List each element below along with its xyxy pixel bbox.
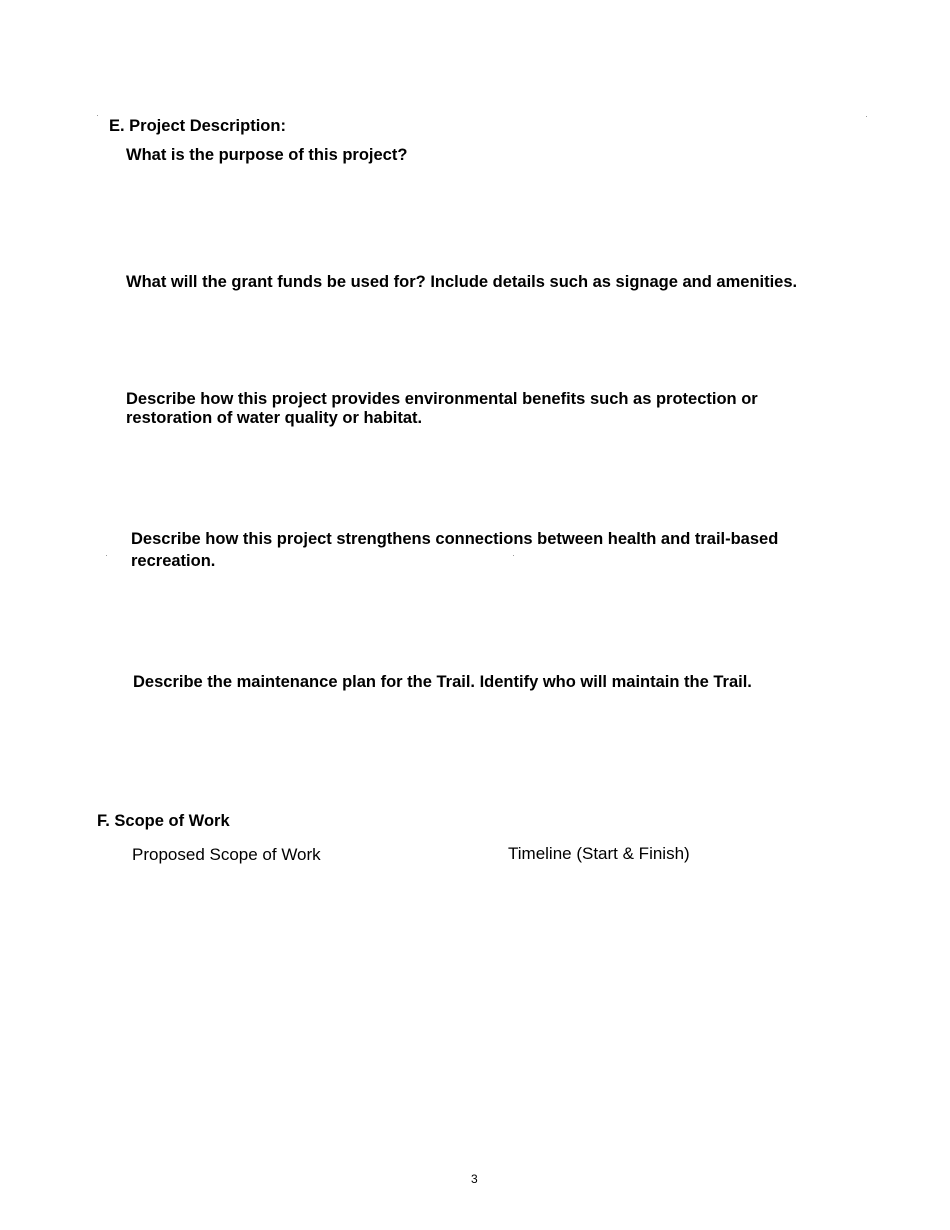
- question-health-connections: Describe how this project strengthens connections between health and trail-based recreation.: [131, 530, 779, 570]
- question-grant-funds: What will the grant funds be used for? Include details such as signage and amenities.: [126, 273, 798, 291]
- section-f-heading: F. Scope of Work: [97, 812, 230, 830]
- question-maintenance-plan: Describe the maintenance plan for the Trail. Identify who will maintain the Trail.: [133, 673, 752, 691]
- scan-speck: [106, 555, 107, 556]
- page-number: 3: [471, 1172, 478, 1186]
- scan-speck: [866, 116, 867, 117]
- column-timeline: Timeline (Start & Finish): [508, 844, 690, 863]
- question-purpose: What is the purpose of this project?: [126, 146, 408, 164]
- scan-speck: [97, 115, 98, 116]
- question-environmental-benefits: Describe how this project provides environmental benefits such as protection or restoration of water quality or habitat.: [126, 390, 758, 427]
- column-proposed-scope: Proposed Scope of Work: [132, 845, 321, 864]
- section-e-heading: E. Project Description:: [109, 117, 286, 135]
